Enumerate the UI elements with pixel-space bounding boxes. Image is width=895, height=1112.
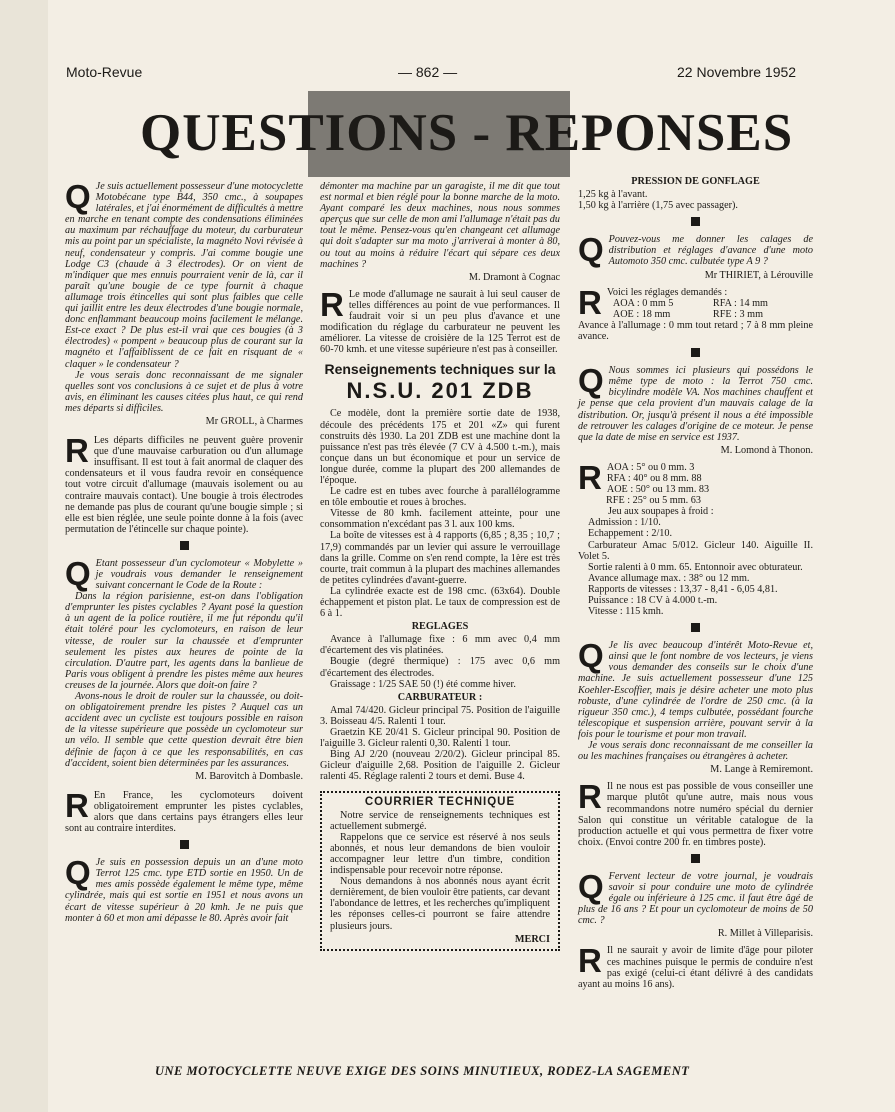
answer-text: Avance allumage max. : 38° ou 12 mm. (588, 572, 750, 584)
answer-text: Sortie ralenti à 0 mm. 65. Entonnoir avec obturateur. (588, 561, 803, 573)
tech-section-title: Renseignements techniques sur la (324, 361, 556, 378)
pression-line: 1,25 kg à l'avant. (578, 189, 648, 201)
question-signature: Mr THIRIET, à Lérouville (704, 269, 813, 281)
question-signature: M. Lange à Remiremont. (710, 764, 813, 776)
question-initial: Q (65, 554, 91, 592)
question-signature: Mr GROLL, à Charmes (205, 415, 303, 427)
setting-value: RFA : 40° ou 8 mm. 88 (606, 472, 702, 484)
setting-value: AOE : 50° ou 13 mm. 83 (606, 484, 710, 496)
question-text: Etant possesseur d'un cyclomoteur « Mobylette » je voudrais vous demander le renseignement suivant concernant le Code de la Route : (95, 557, 303, 592)
answer-text: Le mode d'allumage ne saurait à lui seul causer de telles différences au point de vue performances. Il faudrait voir si un peu plus d'avance et une modification du réglage du carburateur ne peuvent les améliorer. La vitesse de croisière de la 125 Terrot est de 60-70 kmh. et une vitesse supérieure n'est pas à conseiller. (320, 288, 560, 356)
tech-paragraph: Ce modèle, dont la première sortie date de 1938, découle des précédents 175 et 201 «Z» qui furent construits dès 1930. La 201 ZDB est une machine dont la puissance n'est pas très élevée (7 CV à 4.500 t.-m.), mais conçue dans un but économique et pour un service de longue durée, comme la plupart des 200 allemandes de l'époque. (320, 408, 560, 486)
answer-text: Il ne nous est pas possible de vous conseiller une marque plutôt qu'une autre, mais nous vous recommandons notre numéro spécial du dernier Salon qui constitue un véritable catalogue de la production actuelle et qui vous permettra de fixer votre choix. (Envoi contre 200 fr. en timbres poste). (578, 781, 813, 848)
answer-text: Il ne saurait y avoir de limite d'âge pour piloter ces machines puisque le permis de conduire n'est pas exigé (celui-ci étant délivré à des candidats ayant au moins 16 ans). (578, 945, 813, 990)
courrier-paragraph: Notre service de renseignements techniques est actuellement submergé. (330, 809, 550, 832)
separator-square (180, 840, 189, 849)
setting-value: AOA : 0 mm 5 (612, 297, 674, 309)
answer-text: Echappement : 2/10. (588, 528, 673, 540)
courrier-technique-box (320, 791, 560, 951)
answer-text: Avance à l'allumage : 0 mm tout retard ; 7 à 8 mm pleine avance. (578, 319, 813, 343)
setting-value: AOA : 5° ou 0 mm. 3 (606, 461, 695, 473)
footer-banner: UNE MOTOCYCLETTE NEUVE EXIGE DES SOINS MINUTIEUX, RODEZ-LA SAGEMENT (155, 1064, 690, 1078)
tech-paragraph: Amal 74/420. Gicleur principal 75. Position de l'aiguille 3. Boisseau 4/5. Ralenti 1 tour. (320, 704, 560, 727)
tech-paragraph: Graetzin KE 20/41 S. Gicleur principal 90. Position de l'aiguille 3. Gicleur ralenti 0,30. Ralenti 1 tour. (320, 727, 560, 750)
tech-paragraph: Avance à l'allumage fixe : 6 mm avec 0,4 mm d'écartement des vis platinées. (320, 634, 560, 657)
carburateur-heading: CARBURATEUR : (397, 691, 483, 703)
separator-square (691, 623, 700, 632)
question-text: Je suis actuellement possesseur d'une motocyclette Motobécane type B44, 350 cmc., à soupapes latérales, et j'ai énormément de difficultés à mettre en marche en tenant compte des condensations éliminées au maximum par réchauffage du moteur, du carburateur mis au point par un spécialiste, la magnéto Novi révisée à neuf, condensateur y compris. J'ai comme bougie une Lodge C3 (chaude à 3 électrodes). Or on vient de m'indiquer que mes ennuis pourraient venir de là, car il paraît qu'une bougie de ce type fournit à chaque allumage trois étincelles qui sont plus faibles que celle qui jaillit entre les deux électrodes d'une bougie normale, donc enflammant beaucoup moins facilement le mélange. Est-ce exact ? De plus est-il vrai que ces bougies (à 3 électrodes) « pompent » beaucoup plus de courant sur la magnéto et l'affaiblissent de ce fait en risquant de « claquer » le condensateur ? (65, 181, 303, 370)
question-text: Nous sommes ici plusieurs qui possédons le même type de moto : la Terrot 750 cmc. bicylindre modèle VA. Nos machines chauffent et je pense que cela provient d'un mauvais calage de la distribution. Or, jusqu'à présent il nous a été impossible de retrouver les calages d'origine de ce moteur. Je pense que la date de mise en service est 1937. (578, 365, 813, 443)
tech-paragraph: Vitesse de 80 kmh. facilement atteinte, pour une consommation n'excédant pas 3 l. aux 100 kms. (320, 508, 560, 531)
pression-line: 1,50 kg à l'arrière (1,75 avec passager). (578, 200, 738, 212)
answer-text: Puissance : 18 CV à 4.000 t.-m. (588, 595, 718, 606)
answer-text: En France, les cyclomoteurs doivent obligatoirement emprunter les pistes cyclables, alors que dans certains pays étrangers elles leur sont au contraire interdites. (65, 789, 303, 835)
setting-value: RFE : 3 mm (712, 308, 764, 320)
separator-square (691, 348, 700, 357)
separator-square (180, 541, 189, 550)
question-initial: Q (578, 231, 604, 269)
question-signature: M. Lomond à Thonon. (720, 444, 813, 456)
tech-paragraph: Graissage : 1/25 SAE 50 (!) été comme hiver. (330, 678, 516, 690)
answer-initial: R (320, 285, 344, 323)
question-text: Je lis avec beaucoup d'intérêt Moto-Revue et, ainsi que le font nombre de vos lecteurs, je viens vous demander des conseils sur le choix d'une machine. Je suis actuellement possesseur d'une 125 Koehler-Escoffier, mais je désire acheter une moto plus robuste, d'une cylindrée de l'ordre de 250 cmc. (à la rigueur 350 cmc.), 4 temps culbutée, possédant fourche télescopique et suspension arrière, pouvant servir à la fois pour le tourisme et pour mon travail. (578, 640, 813, 740)
question-signature: M. Barovitch à Dombasle. (195, 770, 303, 782)
courrier-signature: MERCI (514, 933, 550, 945)
question-text: démonter ma machine par un garagiste, il me dit que tout est normal et bien réglé pour la bonne marche de la moto. Ayant comparé les deux machines, nous nous sommes aperçus que sur celle de mon ami l'allumage n'était pas du tout le même. Pensez-vous qu'en changeant cet allumage qui doit s'adapter sur ma moto ,j'arriverai à monter à 80, ou tout au moins à réduire l'écart qui sépare ces deux machines ? (320, 181, 560, 270)
courrier-title: COURRIER TECHNIQUE (364, 795, 516, 808)
answer-text: Rapports de vitesses : 13,37 - 8,41 - 6,05 4,81. (588, 583, 778, 595)
column-3 (578, 174, 813, 990)
answer-text: Jeu aux soupapes à froid : (608, 506, 714, 518)
answer-text: Voici les réglages demandés : (606, 286, 728, 298)
answer-initial: R (578, 942, 602, 980)
header-page-number: — 862 — (398, 64, 458, 80)
setting-value: RFE : 25° ou 5 mm. 63 (606, 495, 701, 507)
column-1 (65, 178, 303, 924)
pression-heading: PRESSION DE GONFLAGE (631, 176, 760, 187)
question-initial: Q (578, 362, 604, 400)
reglages-heading: REGLAGES (411, 621, 469, 633)
question-text: Pouvez-vous me donner les calages de distribution et réglages d'avance d'une moto Automoto 350 cmc. culbutée type A 9 ? (608, 234, 813, 268)
question-text: Je vous serais donc reconnaissant de me conseiller la ou les machines françaises ou étrangères à acheter. (578, 740, 813, 763)
question-initial: Q (578, 867, 604, 905)
courrier-paragraph: Rappelons que ce service est réservé à nos seuls abonnés, et nous leur demandons de bien vouloir accompagner leur lettre d'un timbre, condition indispensable pour recevoir notre réponse. (330, 831, 550, 877)
separator-square (691, 217, 700, 226)
answer-text: Carburateur Amac 5/012. Gicleur 140. Aiguille II. Volet 5. (578, 539, 813, 562)
column-2 (320, 181, 560, 951)
answer-text: Admission : 1/10. (588, 517, 661, 529)
question-text: Avons-nous le droit de rouler sur la chaussée, ou doit-on obligatoirement prendre les pistes ? Auquel cas un accident avec un cycliste est toujours possible en raison de la vitesse supérieure que possède un cyclomoteur sur un vélo. Il semble que cette question devrait être bien définie de façon à ce que les responsabilités, en cas d'accident, soient bien déterminées par les assurances. (65, 691, 303, 769)
header-date: 22 Novembre 1952 (677, 64, 797, 80)
question-text: Dans la région parisienne, est-on dans l'obligation d'emprunter les pistes cyclables ? Ayant posé la question à un agent de la police routière, il me fut répondu qu'il était toléré pour les cyclomoteurs, en raison de leur vitesse, de rouler sur la chaussée et d'emprunter seulement les pistes aux heures de pointe de la circulation. D'autre part, les agents dans la banlieue de Paris vous obligent à prendre les pistes même aux heures creuses de la journée. Alors que doit-on faire ? (65, 591, 303, 691)
setting-value: AOE : 18 mm (612, 308, 671, 320)
question-initial: Q (65, 854, 91, 892)
page-title: QUESTIONS - REPONSES (140, 104, 794, 162)
answer-initial: R (578, 283, 602, 321)
answer-initial: R (65, 786, 89, 824)
tech-paragraph: La boîte de vitesses est à 4 rapports (6,85 ; 8,35 ; 10,7 ; 17,9) commandés par un levier qui assure le verrouillage dans la grille. Comme on s'en rend compte, la 1ère est très courte, trait commun à la plupart des machines allemandes de petites cylindrées d'avant-guerre. (320, 530, 560, 586)
tech-paragraph: Bougie (degré thermique) : 175 avec 0,6 mm d'écartement des électrodes. (320, 656, 560, 679)
tech-section-model: N.S.U. 201 ZDB (346, 378, 534, 404)
question-signature: R. Millet à Villeparisis. (717, 928, 813, 940)
question-text: Je vous serais donc reconnaissant de me signaler quelles sont vos conclusions à ce sujet et de plus à votre avis, en éliminant les causes citées plus haut, ce qui rend mes départs si difficiles. (65, 369, 303, 414)
separator-square (691, 854, 700, 863)
answer-initial: R (65, 432, 89, 470)
answer-initial: R (578, 778, 602, 816)
tech-paragraph: Le cadre est en tubes avec fourche à parallélogramme en tôle emboutie et roues à broches. (320, 486, 560, 509)
tech-paragraph: La cylindrée exacte est de 198 cmc. (63x64). Double échappement et piston plat. Le taux de compression est de 6 à 1. (320, 585, 560, 620)
question-initial: Q (578, 637, 604, 675)
question-text: Fervent lecteur de votre journal, je voudrais savoir si pour conduire une moto de cylindrée égale ou inférieure à 125 cmc. il faut être âgé de plus de 16 ans ? Et pour un cyclomoteur de moins de 50 cmc. ? (578, 870, 813, 927)
header-magazine-name: Moto-Revue (66, 64, 143, 80)
courrier-paragraph: Nous demandons à nos abonnés nous ayant écrit dernièrement, de bien vouloir être patients, car devant l'abondance de lettres, et les recherches qu'impliquent les réponses celles-ci pourront se faire attendre plusieurs jours. (330, 876, 550, 932)
setting-value: RFA : 14 mm (712, 297, 768, 309)
question-text: Je suis en possession depuis un an d'une moto Terrot 125 cmc. type ETD sortie en 1950. Un de mes amis possède également le même type, même cylindrée, mais qui est sortie en 1951 et nous avons un écart de vitesse supérieur à 20 kmh. Je ne puis que monter à 60 et mon ami dépasse le 80. Après avoir fait (65, 857, 303, 924)
answer-text: Les départs difficiles ne peuvent guère provenir que d'une mauvaise carburation ou d'un allumage insuffisant. Il est tout à fait anormal de claquer des condensateurs et il vous faudra revoir en conséquence tout votre circuit d'allumage (mauvais isolement ou au contraire mauvais contact). Une bougie à trois électrodes ne demande pas plus de courant qu'une bougie simple ; si elle est bien réglée, une seule pointe donne à la fois (avec permutation de l'étincelle sur chaque pointe). (65, 435, 303, 535)
answer-initial: R (578, 458, 602, 496)
question-signature: M. Dramont à Cognac (468, 271, 560, 283)
tech-paragraph: Bing AJ 2/20 (nouveau 2/20/2). Gicleur principal 85. Gicleur d'aiguille 2,68. Position de l'aiguille 2. Gicleur ralenti 45. Réglage ralenti 2 tours et demi. Buse 4. (320, 749, 560, 783)
question-initial: Q (65, 178, 91, 215)
answer-text: Vitesse : 115 kmh. (588, 606, 664, 618)
